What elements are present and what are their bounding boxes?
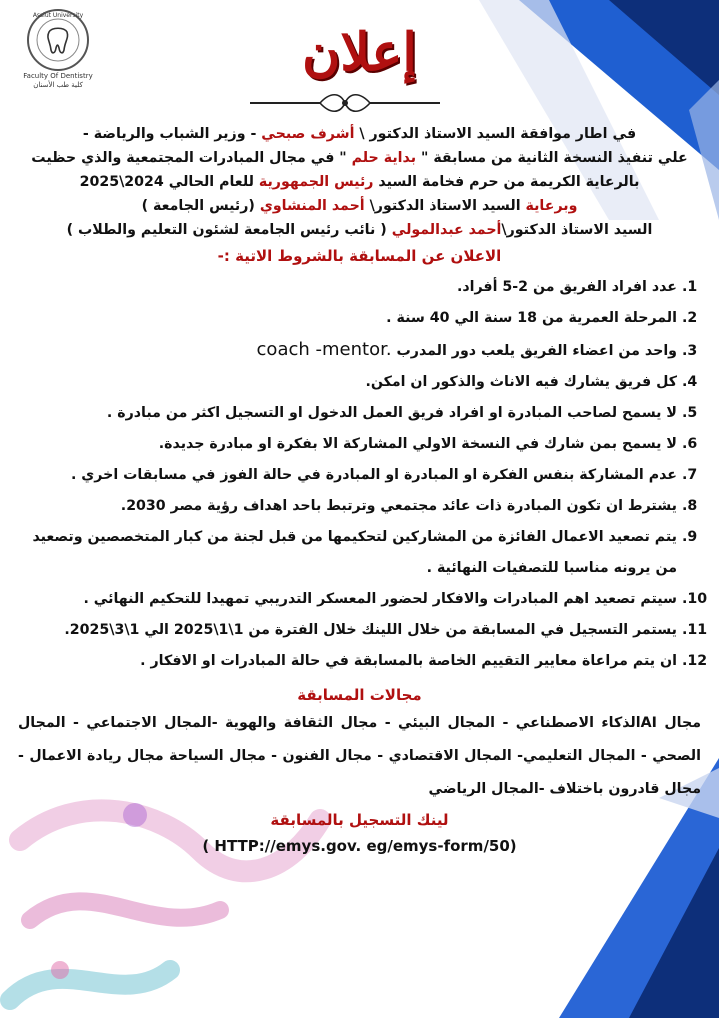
list-item: 8. يشترط ان تكون المبادرة ذات عائد مجتمعي وترتبط باحد اهداف رؤية مصر 2030. [14, 491, 677, 522]
list-item: 12. ان يتم مراعاة معايير التقييم الخاصة بالمسابقة في حالة المبادرات او الافكار . [14, 646, 677, 677]
intro-text: بالرعاية الكريمة من حرم فخامة السيد [373, 174, 640, 190]
logo-faculty-ar: كلية طب الأسنان [33, 81, 83, 89]
intro-text: " في مجال المبادرات المجتمعية والذي حظيت [31, 150, 352, 166]
list-item: 5. لا يسمح لصاحب المبادرة او افراد فريق العمل الدخول او التسجيل اكثر من مبادرة . [14, 398, 677, 429]
list-item: 7. عدم المشاركة بنفس الفكرة او المبادرة او المبادرة في حالة الفوز في مسابقات اخري . [14, 460, 677, 491]
intro-line-4 [22, 194, 697, 218]
intro-text: السيد الاستاذ الدكتور\ [501, 222, 653, 238]
list-item: 4. كل فريق يشارك فيه الاناث والذكور ان امكن. [14, 367, 677, 398]
registration-link-title: لينك التسجيل بالمسابقة [270, 811, 449, 829]
president-title: رئيس الجمهورية [258, 174, 374, 190]
logo-faculty: Faculty Of Dentistry [23, 72, 93, 80]
condition-text: واحد من اعضاء الفريق يلعب دور المدرب [396, 343, 677, 359]
list-item: 10. سيتم تصعيد اهم المبادرات والافكار لحضور المعسكر التدريبي تمهيدا للتحكيم النهائي . [14, 584, 677, 615]
logo-text: Assiut University [32, 12, 84, 19]
conditions-title: الاعلان عن المسابقة بالشروط الاتية :- [217, 247, 502, 265]
domains-text: مجال AIالذكاء الاصطناعي - المجال البيئي - مجال الثقافة والهوية -المجال الاجتماعي - المجال الصحي - المجال التعليمي- المجال الاقتصادي - مجال الفنون - مجال السياحة مجال ريادة الاعمال - مجال قادرون باختلاف -المجال الرياضي [18, 715, 701, 797]
contest-name: بداية حلم [351, 150, 417, 166]
vice-president-name: أحمد عبدالمولي [391, 222, 502, 238]
patronage-label: وبرعاية [525, 198, 578, 214]
president-name: أحمد المنشاوي [259, 198, 365, 214]
intro-text: علي تنفيذ النسخة الثانية من مسابقة " [416, 150, 688, 166]
intro-text: في اطار موافقة السيد الاستاذ الدكتور \ [359, 126, 637, 142]
intro-text: السيد الاستاذ الدكتور\ [364, 198, 526, 214]
conditions-list [14, 272, 705, 677]
list-item: 11. يستمر التسجيل في المسابقة من خلال اللينك خلال الفترة من 1\1\2025 الي 1\3\2025. [14, 615, 677, 646]
intro-line-2 [22, 146, 697, 170]
intro-line-5 [22, 218, 697, 242]
list-item [14, 334, 677, 367]
intro-paragraph [14, 122, 705, 242]
intro-line-3 [22, 170, 697, 194]
intro-text: - وزير الشباب والرياضة - [82, 126, 262, 142]
intro-text: (رئيس الجامعة ) [141, 198, 260, 214]
coach-mentor-text: coach -mentor. [256, 339, 392, 360]
announcement-body [14, 122, 705, 858]
minister-name: أشرف صبحي [261, 126, 355, 142]
domains-title: مجالات المسابقة [297, 686, 422, 704]
list-item: 1. عدد افراد الفريق من 2-5 أفراد. [14, 272, 677, 303]
intro-line-1 [22, 122, 697, 146]
list-item: 2. المرحلة العمرية من 18 سنة الي 40 سنة . [14, 303, 677, 334]
announcement-title: إعلان [302, 22, 417, 83]
ornament-divider [250, 92, 440, 114]
intro-text: ( نائب رئيس الجامعة لشئون التعليم والطلاب ) [66, 222, 392, 238]
list-item: 9. يتم تصعيد الاعمال الفائزة من المشاركين لتحكيمها من قبل لجنة من كبار المتخصصين وتصعيد من يرونه مناسبا للتصفيات النهائية . [14, 522, 677, 584]
intro-text: للعام الحالي 2024\2025 [79, 174, 259, 190]
registration-link[interactable]: ( HTTP://emys.gov. eg/emys-form/50) [202, 837, 517, 855]
list-item: 6. لا يسمح بمن شارك في النسخة الاولي المشاركة الا بفكرة او مبادرة جديدة. [14, 429, 677, 460]
